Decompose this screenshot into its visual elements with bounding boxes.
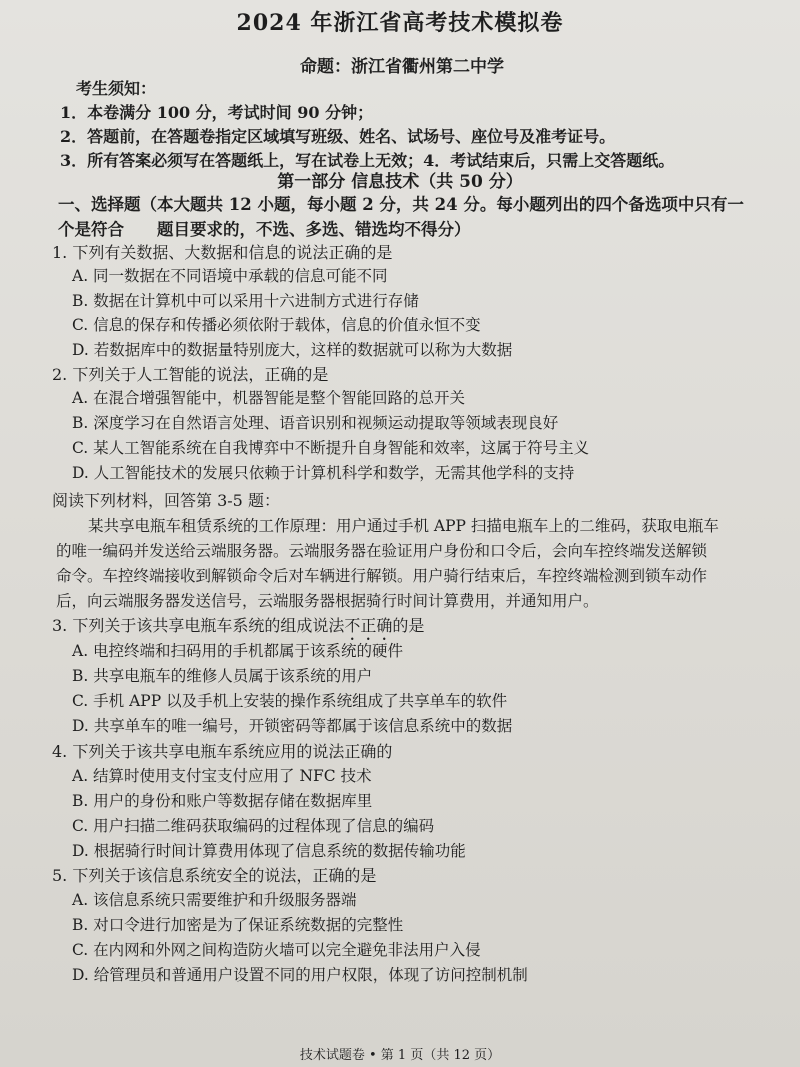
exam-author: 命题：浙江省衢州第二中学	[300, 57, 504, 77]
question-5-option-b: B. 对口令进行加密是为了保证系统数据的完整性	[72, 916, 404, 934]
question-2-stem: 2. 下列关于人工智能的说法，正确的是	[52, 365, 329, 384]
question-4-option-c: C. 用户扫描二维码获取编码的过程体现了信息的编码	[72, 817, 435, 835]
question-2-option-d: D. 人工智能技术的发展只依赖于计算机科学和数学，无需其他学科的支持	[72, 464, 575, 482]
question-3-stem-end: 的是	[392, 616, 425, 635]
question-5-option-a: A. 该信息系统只需要维护和升级服务器端	[72, 891, 357, 909]
question-2-option-a: A. 在混合增强智能中，机器智能是整个智能回路的总开关	[72, 389, 466, 407]
question-1-option-c: C. 信息的保存和传播必须依附于载体，信息的价值永恒不变	[72, 316, 481, 334]
question-4-option-b: B. 用户的身份和账户等数据存储在数据库里	[72, 792, 373, 810]
question-3-option-d: D. 共享单车的唯一编号，开锁密码等都属于该信息系统中的数据	[72, 717, 513, 735]
notice-item-1: 1．本卷满分 100 分，考试时间 90 分钟；	[60, 103, 374, 122]
exam-title: 2024 年浙江省高考技术模拟卷	[236, 10, 564, 36]
section-title: 第一部分 信息技术（共 50 分）	[277, 172, 523, 192]
question-5-option-c: C. 在内网和外网之间构造防火墙可以完全避免非法用户入侵	[72, 941, 481, 959]
notice-heading: 考生须知：	[76, 79, 157, 98]
reading-lead: 阅读下列材料，回答第 3-5 题：	[52, 491, 280, 510]
reading-line-1: 某共享电瓶车租赁系统的工作原理：用户通过手机 APP 扫描电瓶车上的二维码，获取电瓶车	[88, 517, 719, 535]
page-footer: 技术试题卷 • 第 1 页（共 12 页）	[299, 1048, 501, 1063]
question-1-option-d: D. 若数据库中的数据量特别庞大，这样的数据就可以称为大数据	[72, 341, 513, 359]
question-5-stem: 5. 下列关于该信息系统安全的说法，正确的是	[52, 866, 377, 885]
section-intro-line-2: 个是符合 题目要求的，不选、多选、错选均不得分）	[58, 220, 471, 239]
question-4-option-a: A. 结算时使用支付宝支付应用了 NFC 技术	[72, 767, 372, 785]
question-4-stem: 4. 下列关于该共享电瓶车系统应用的说法正确的	[52, 742, 393, 761]
reading-line-2: 的唯一编码并发送给云端服务器。云端服务器在验证用户身份和口令后，会向车控终端发送解锁	[56, 542, 708, 560]
reading-line-4: 后，向云端服务器发送信号，云端服务器根据骑行时间计算费用，并通知用户。	[56, 592, 599, 610]
question-3-option-b: B. 共享电瓶车的维修人员属于该系统的用户	[72, 667, 373, 685]
question-1-option-b: B. 数据在计算机中可以采用十六进制方式进行存储	[72, 292, 419, 310]
notice-item-3: 3．所有答案必须写在答题纸上，写在试卷上无效；4．考试结束后，只需上交答题纸。	[60, 151, 675, 170]
notice-item-2: 2．答题前，在答题卷指定区域填写班级、姓名、试场号、座位号及准考证号。	[60, 127, 616, 146]
section-intro-line-1: 一、选择题（本大题共 12 小题，每小题 2 分，共 24 分。每小题列出的四个备选项中只有一	[58, 195, 744, 214]
question-5-option-d: D. 给管理员和普通用户设置不同的用户权限，体现了访问控制机制	[72, 966, 528, 984]
question-3-stem-start: 3. 下列关于该共享电瓶车系统的组成说法	[52, 616, 345, 635]
question-2-option-c: C. 某人工智能系统在自我博弈中不断提升自身智能和效率，这属于符号主义	[72, 439, 590, 457]
question-3-option-a: A. 电控终端和扫码用的手机都属于该系统的硬件	[72, 642, 404, 660]
question-4-option-d: D. 根据骑行时间计算费用体现了信息系统的数据传输功能	[72, 842, 466, 860]
question-3-option-c: C. 手机 APP 以及手机上安装的操作系统组成了共享单车的软件	[72, 692, 508, 710]
question-3-emphasis: 不正确	[344, 616, 393, 635]
question-2-option-b: B. 深度学习在自然语言处理、语音识别和视频运动提取等领域表现良好	[72, 414, 559, 432]
question-1-stem: 1. 下列有关数据、大数据和信息的说法正确的是	[52, 243, 393, 262]
reading-line-3: 命令。车控终端接收到解锁命令后对车辆进行解锁。用户骑行结束后，车控终端检测到锁车动作	[56, 567, 708, 585]
question-1-option-a: A. 同一数据在不同语境中承载的信息可能不同	[72, 267, 388, 285]
